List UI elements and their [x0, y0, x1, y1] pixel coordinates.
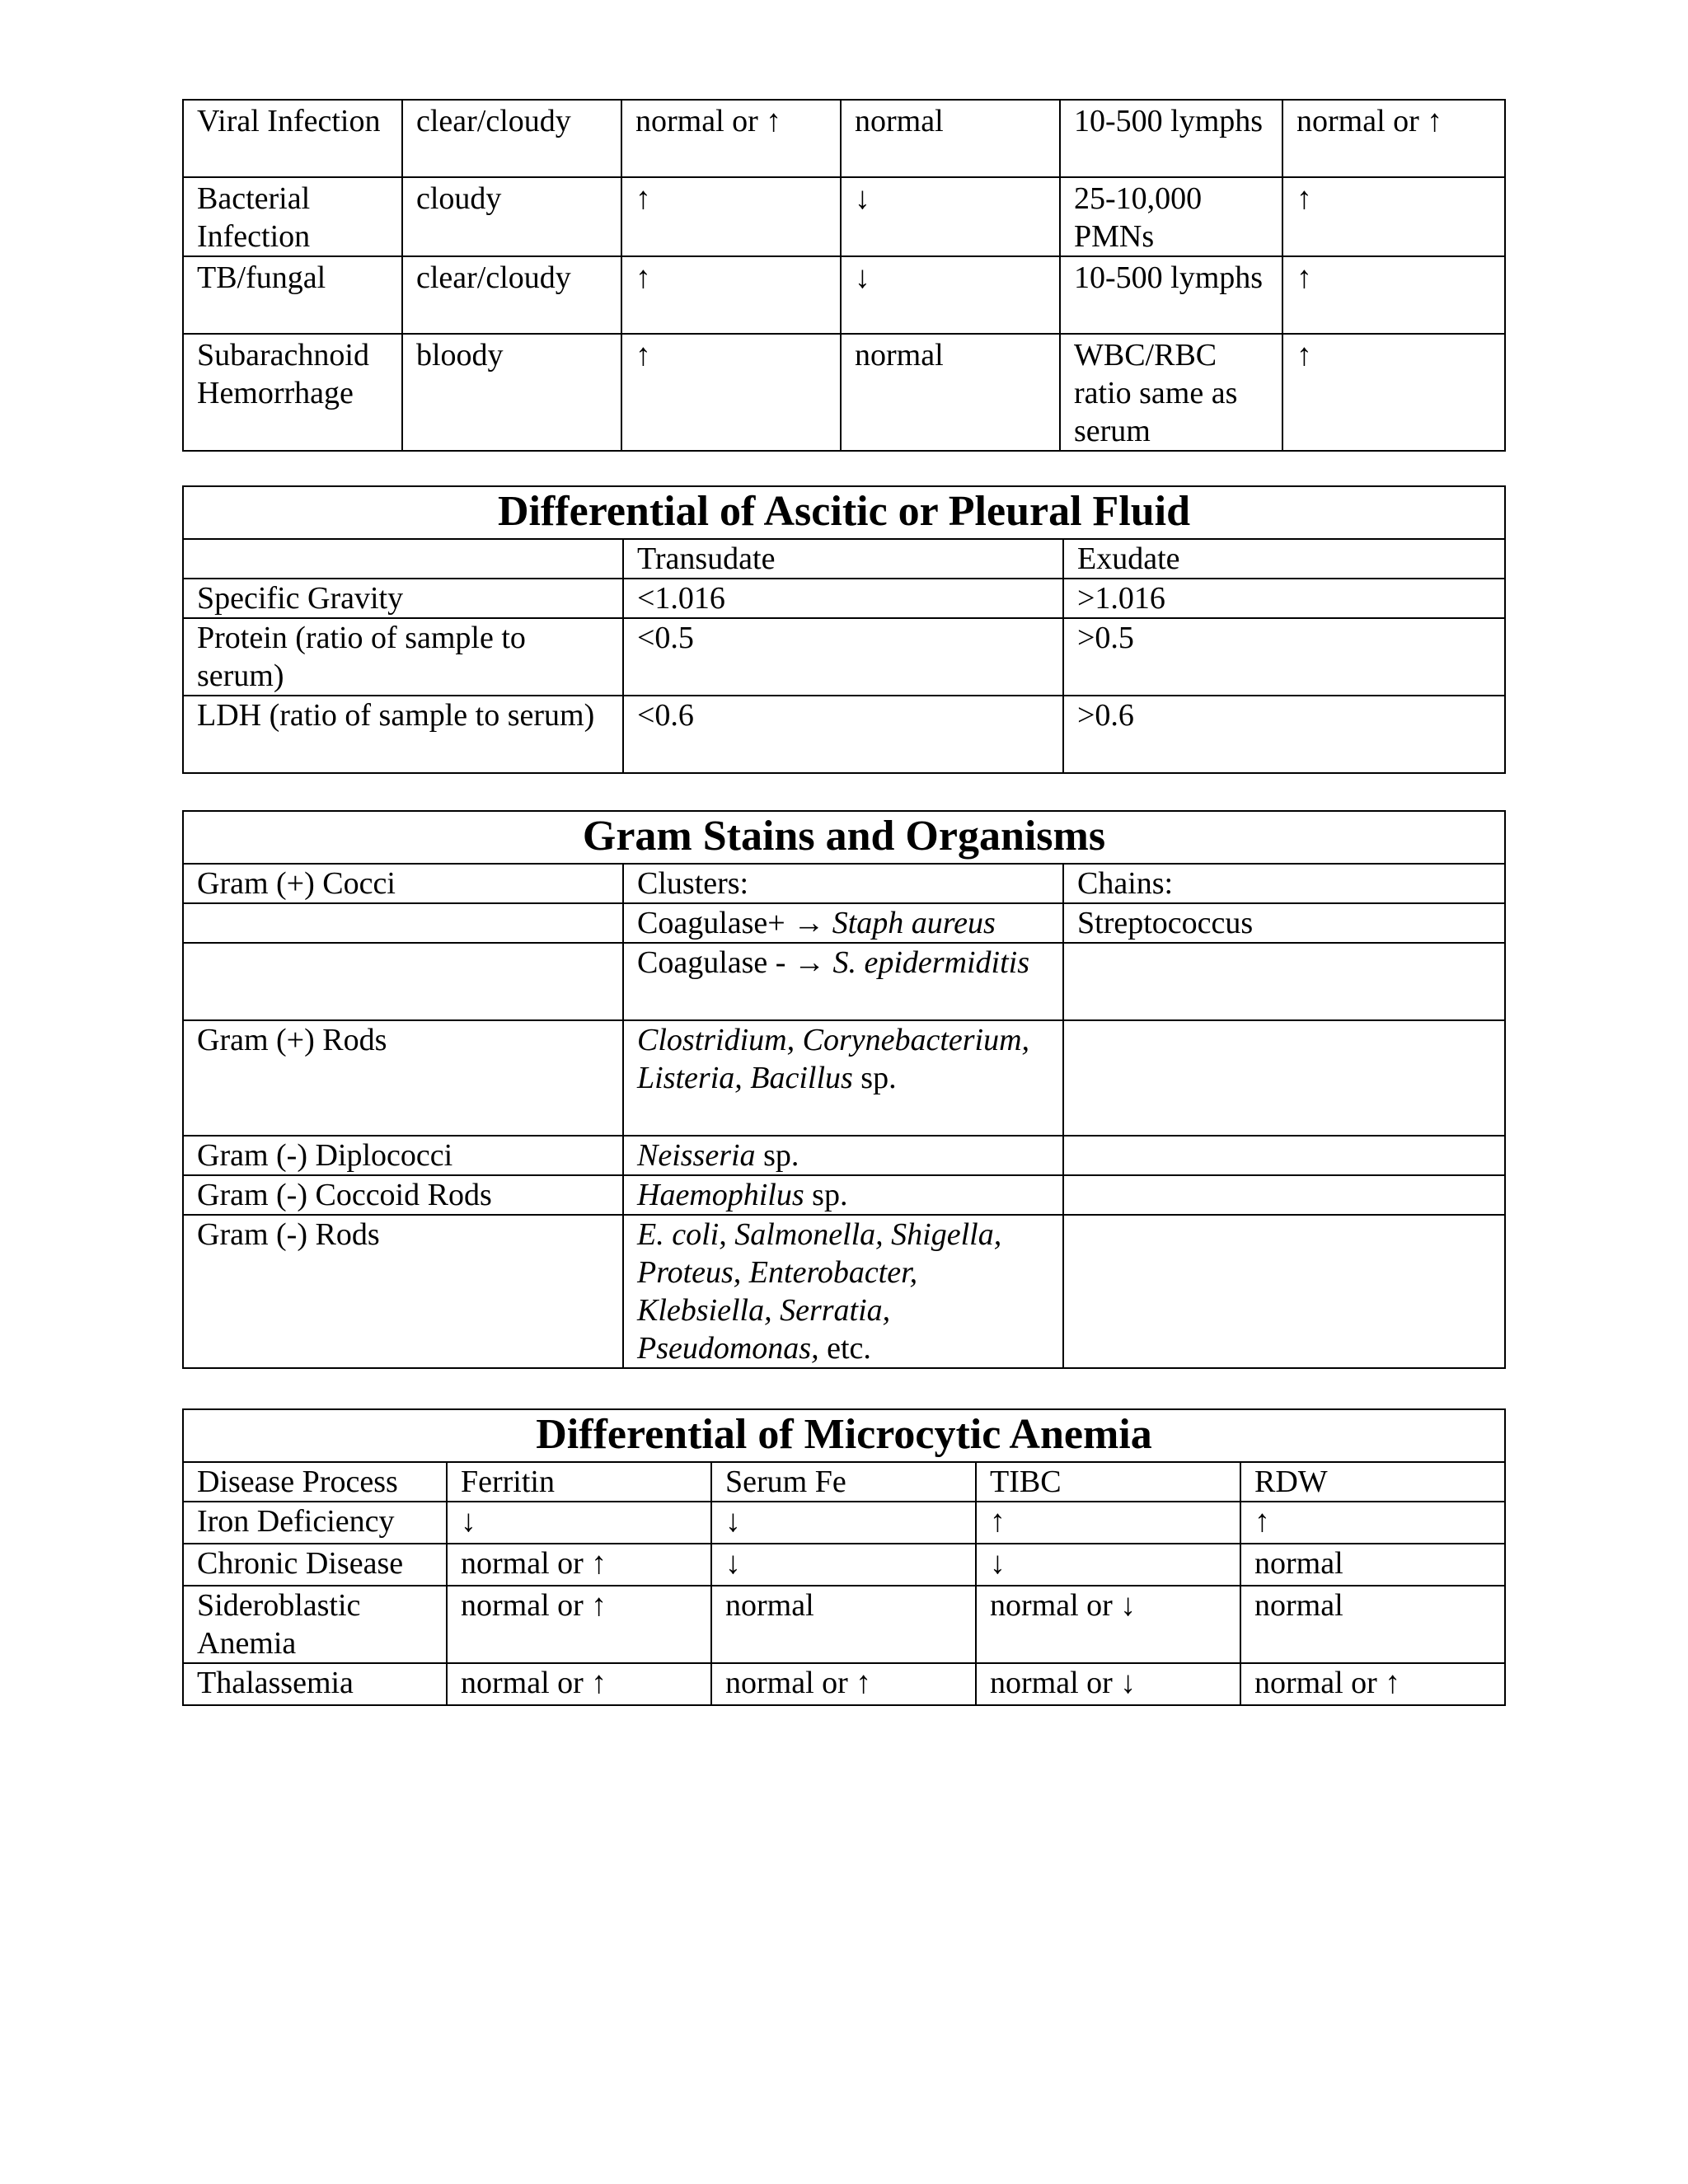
table-cell: >0.5 — [1063, 618, 1505, 696]
table-cell: ↑ — [976, 1502, 1240, 1544]
table-cell: 10-500 lymphs — [1060, 256, 1282, 334]
table-row — [183, 696, 1505, 773]
table-row — [183, 903, 1505, 943]
table-cell: Gram (-) Rods — [183, 1215, 623, 1368]
table-cell — [1063, 1175, 1505, 1215]
table-cell: ↑ — [1282, 256, 1505, 334]
table-row — [183, 943, 1505, 1020]
coagulase-text: Coagulase+ → — [637, 906, 832, 940]
table-cell — [623, 1215, 1063, 1368]
table-cell: Gram (+) Cocci — [183, 864, 623, 903]
table-row — [183, 177, 1505, 256]
csf-table — [182, 99, 1506, 452]
organism-name: E. coli, Salmonella, Shigella, Proteus, Enterobacter, Klebsiella, Serratia, Pseudomonas, — [637, 1217, 1002, 1366]
table-cell: Iron Deficiency — [183, 1502, 447, 1544]
table-header-row — [183, 1462, 1505, 1502]
table-cell — [1063, 1215, 1505, 1368]
gram-stain-table — [182, 810, 1506, 1369]
table-cell: ↓ — [976, 1544, 1240, 1586]
table-row — [183, 256, 1505, 334]
table-cell: Gram (+) Rods — [183, 1020, 623, 1136]
table-cell: ↑ — [621, 177, 841, 256]
table-cell: ↓ — [711, 1544, 976, 1586]
table-cell: <1.016 — [623, 579, 1063, 618]
table-title: Differential of Microcytic Anemia — [183, 1409, 1505, 1462]
table-cell: Protein (ratio of sample to serum) — [183, 618, 623, 696]
table-cell: normal or ↑ — [711, 1663, 976, 1705]
table-cell — [623, 1175, 1063, 1215]
table-row — [183, 618, 1505, 696]
table-cell: Gram (-) Diplococci — [183, 1136, 623, 1175]
table-cell: normal — [841, 100, 1060, 177]
table-cell: <0.6 — [623, 696, 1063, 773]
organism-name: Haemophilus — [637, 1178, 804, 1212]
table-cell: normal — [1240, 1586, 1505, 1663]
table-cell: ↑ — [1282, 177, 1505, 256]
coagulase-text: Coagulase - → — [637, 945, 833, 980]
table-cell: clear/cloudy — [402, 100, 621, 177]
table-cell: normal or ↓ — [976, 1586, 1240, 1663]
column-header: RDW — [1240, 1462, 1505, 1502]
column-header: Disease Process — [183, 1462, 447, 1502]
table-cell: 25-10,000 PMNs — [1060, 177, 1282, 256]
column-header — [183, 539, 623, 579]
table-cell: >1.016 — [1063, 579, 1505, 618]
table-cell: Bacterial Infection — [183, 177, 402, 256]
table-cell: Streptococcus — [1063, 903, 1505, 943]
column-header: Ferritin — [447, 1462, 711, 1502]
table-cell: bloody — [402, 334, 621, 451]
table-row — [183, 1663, 1505, 1705]
table-cell: ↑ — [1282, 334, 1505, 451]
table-row — [183, 1215, 1505, 1368]
column-header: TIBC — [976, 1462, 1240, 1502]
table-cell: ↓ — [841, 256, 1060, 334]
column-header: Exudate — [1063, 539, 1505, 579]
organism-name: Clostridium, Corynebacterium, Listeria, Bacillus — [637, 1023, 1030, 1095]
table-cell: ↓ — [841, 177, 1060, 256]
table-title-row — [183, 811, 1505, 864]
table-cell: 10-500 lymphs — [1060, 100, 1282, 177]
table-cell — [623, 903, 1063, 943]
organism-name: Staph aureus — [832, 906, 996, 940]
table-cell — [1063, 1136, 1505, 1175]
species-suffix: sp. — [755, 1138, 799, 1173]
table-cell: normal — [841, 334, 1060, 451]
table-cell: ↑ — [621, 334, 841, 451]
table-cell: TB/fungal — [183, 256, 402, 334]
table-cell: ↑ — [1240, 1502, 1505, 1544]
table-row — [183, 334, 1505, 451]
table-cell: ↑ — [621, 256, 841, 334]
table-title-row — [183, 1409, 1505, 1462]
species-suffix: sp. — [852, 1061, 897, 1095]
table-cell — [1063, 943, 1505, 1020]
table-row — [183, 579, 1505, 618]
column-header: Serum Fe — [711, 1462, 976, 1502]
table-cell: normal or ↓ — [976, 1663, 1240, 1705]
table-cell: normal or ↑ — [1240, 1663, 1505, 1705]
table-cell — [623, 1020, 1063, 1136]
table-cell: normal or ↑ — [447, 1544, 711, 1586]
table-cell: <0.5 — [623, 618, 1063, 696]
table-cell: cloudy — [402, 177, 621, 256]
table-row — [183, 100, 1505, 177]
table-row — [183, 1136, 1505, 1175]
table-cell: clear/cloudy — [402, 256, 621, 334]
table-title: Gram Stains and Organisms — [183, 811, 1505, 864]
table-cell: Gram (-) Coccoid Rods — [183, 1175, 623, 1215]
table-cell: Chains: — [1063, 864, 1505, 903]
table-cell: normal — [711, 1586, 976, 1663]
table-row — [183, 1502, 1505, 1544]
table-cell: Specific Gravity — [183, 579, 623, 618]
table-cell — [183, 943, 623, 1020]
column-header: Transudate — [623, 539, 1063, 579]
fluid-table — [182, 485, 1506, 774]
anemia-table — [182, 1408, 1506, 1706]
table-row — [183, 1175, 1505, 1215]
table-row — [183, 864, 1505, 903]
table-cell — [183, 903, 623, 943]
table-cell: Chronic Disease — [183, 1544, 447, 1586]
table-cell: LDH (ratio of sample to serum) — [183, 696, 623, 773]
table-row — [183, 1586, 1505, 1663]
organism-name: Neisseria — [637, 1138, 756, 1173]
table-cell: normal or ↑ — [447, 1586, 711, 1663]
table-row — [183, 1020, 1505, 1136]
organism-name: S. epidermiditis — [832, 945, 1029, 980]
table-cell: Viral Infection — [183, 100, 402, 177]
table-title: Differential of Ascitic or Pleural Fluid — [183, 486, 1505, 539]
table-cell: Clusters: — [623, 864, 1063, 903]
table-cell: normal or ↑ — [447, 1663, 711, 1705]
table-row — [183, 1544, 1505, 1586]
table-cell: Thalassemia — [183, 1663, 447, 1705]
table-cell — [623, 1136, 1063, 1175]
table-title-row — [183, 486, 1505, 539]
species-suffix: sp. — [804, 1178, 848, 1212]
species-suffix: etc. — [818, 1331, 871, 1366]
table-cell: normal — [1240, 1544, 1505, 1586]
table-cell: WBC/RBC ratio same as serum — [1060, 334, 1282, 451]
table-header-row — [183, 539, 1505, 579]
table-cell: ↓ — [711, 1502, 976, 1544]
table-cell: ↓ — [447, 1502, 711, 1544]
table-cell — [1063, 1020, 1505, 1136]
table-cell: >0.6 — [1063, 696, 1505, 773]
table-cell: Sideroblastic Anemia — [183, 1586, 447, 1663]
table-cell — [623, 943, 1063, 1020]
table-cell: Subarachnoid Hemorrhage — [183, 334, 402, 451]
table-cell: normal or ↑ — [1282, 100, 1505, 177]
table-cell: normal or ↑ — [621, 100, 841, 177]
